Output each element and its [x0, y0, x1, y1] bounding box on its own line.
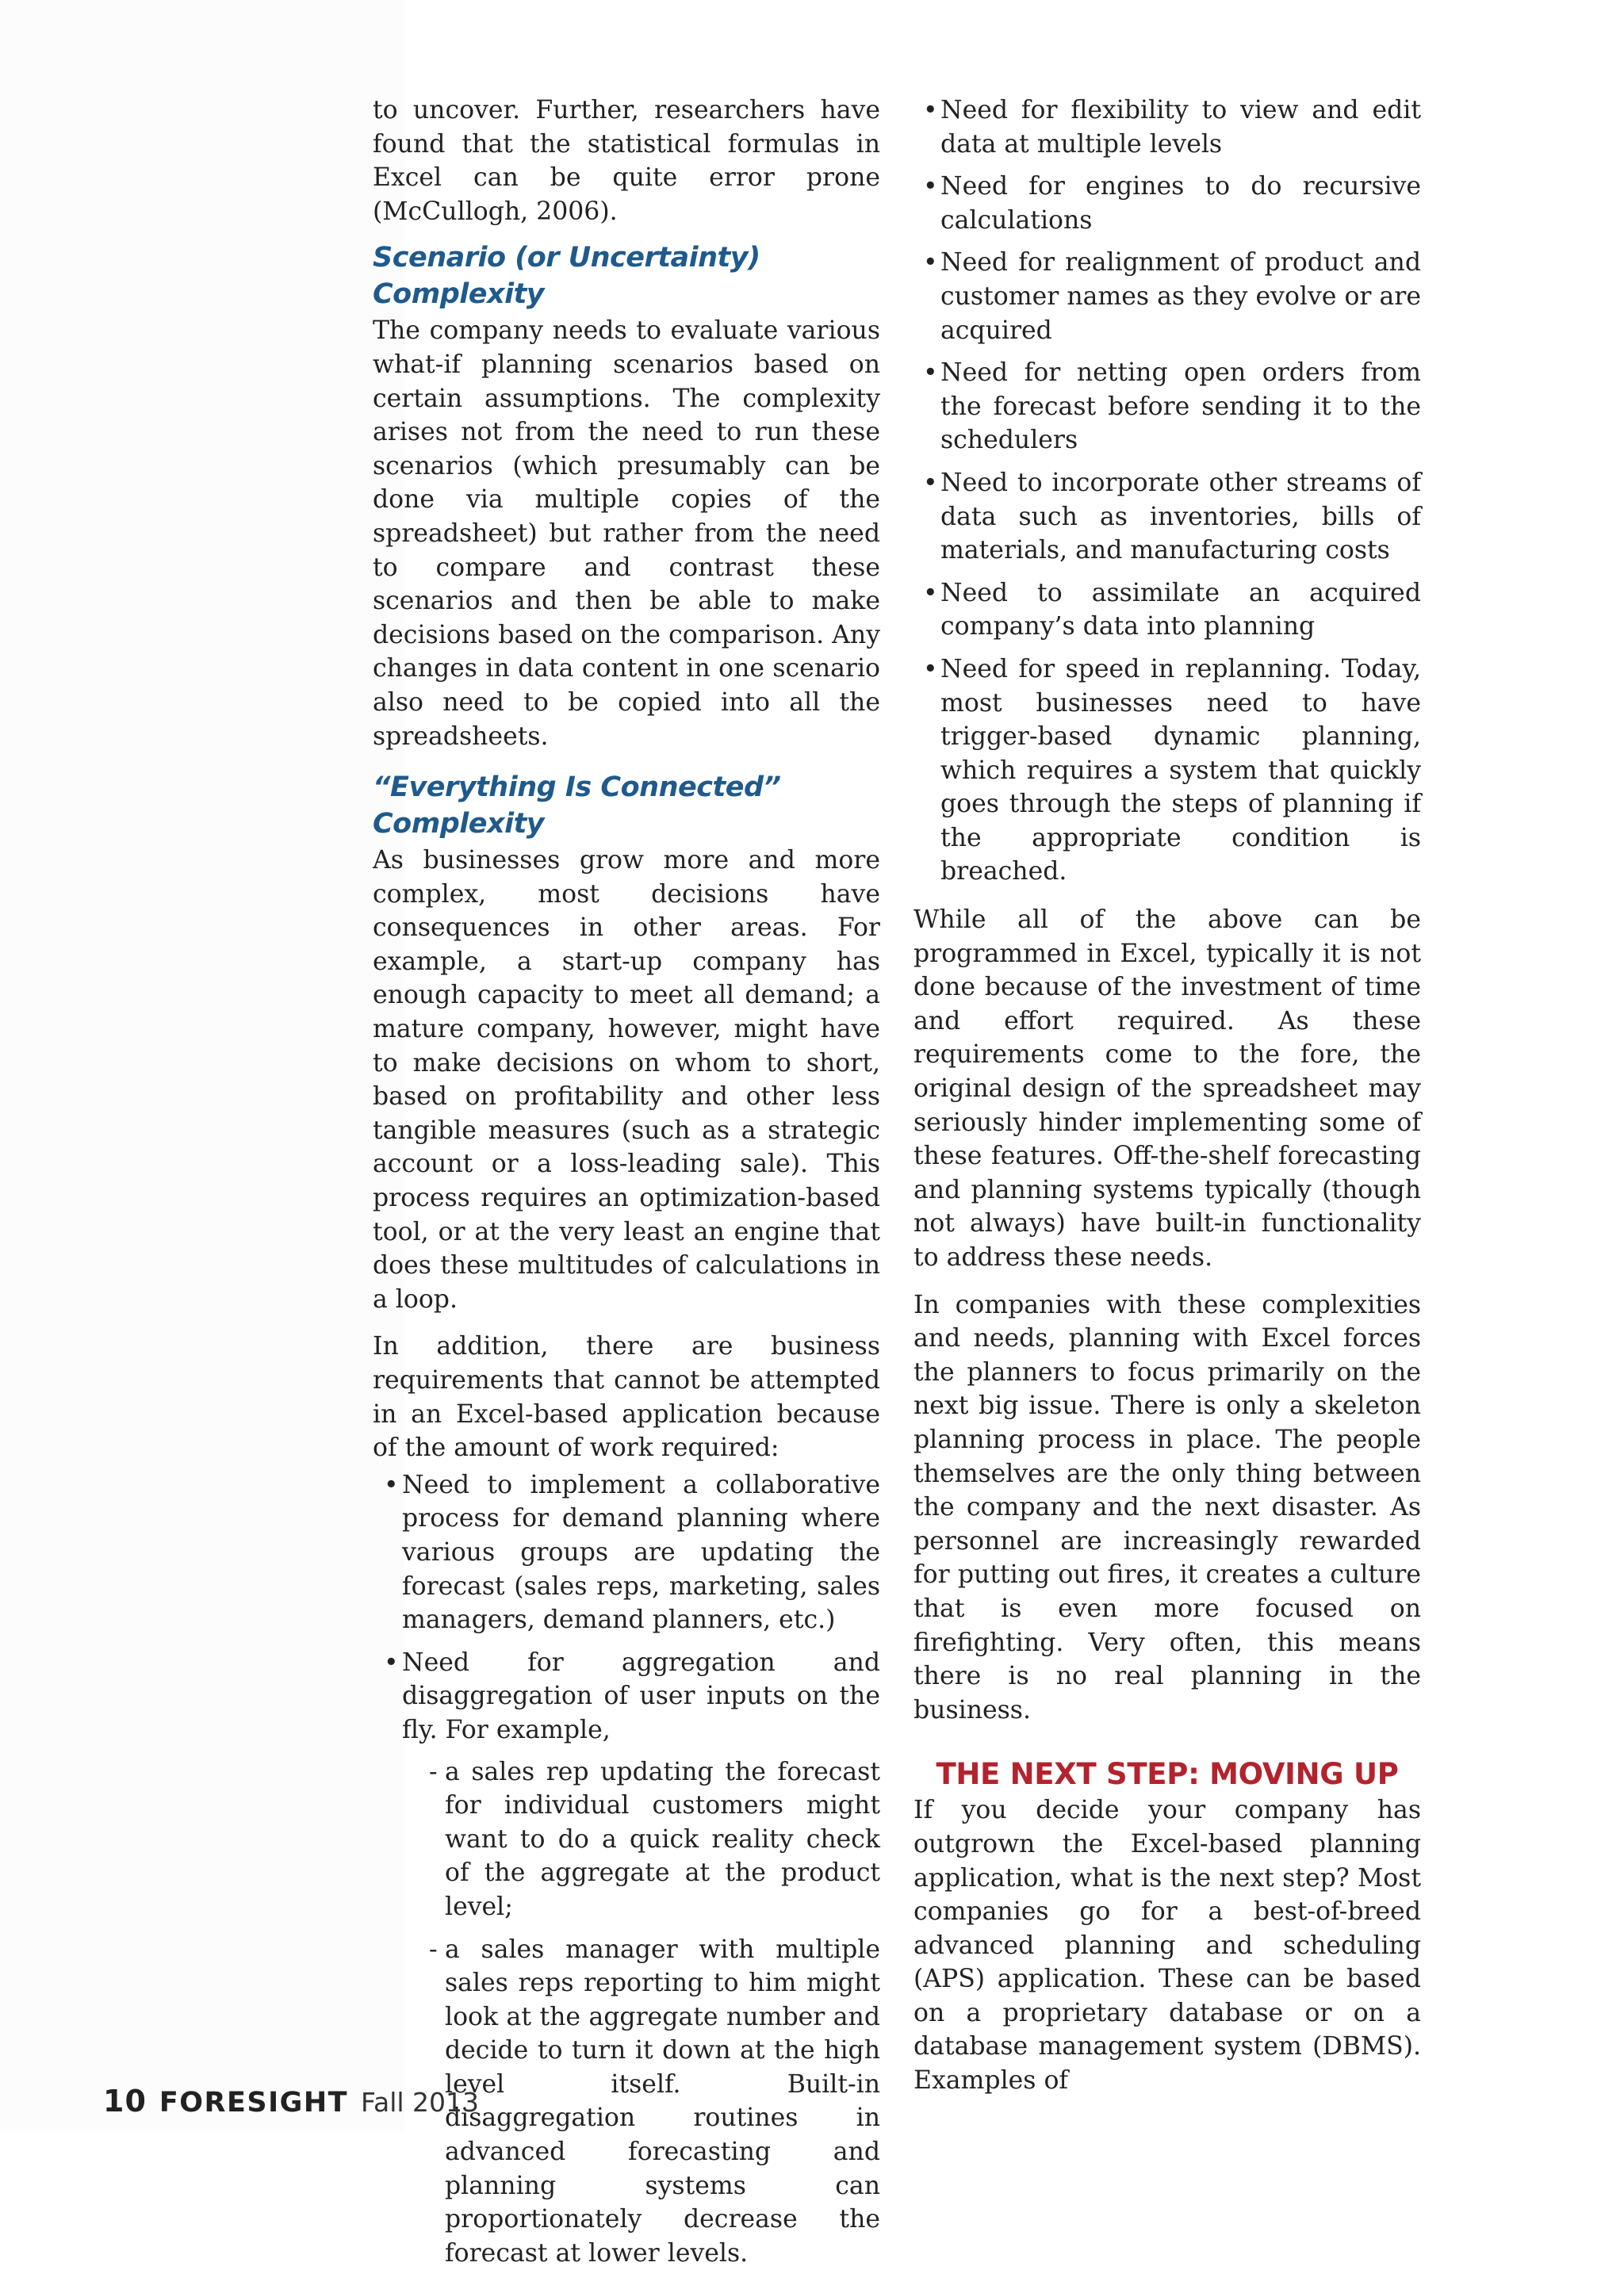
companies-paragraph: In companies with these complexities and needs, planning with Excel forces the planners to focus primarily on the next big issue. There is only a skeleton planning process in place. The people themselves are the only thing between the company and the next disaster. As personnel are increasingly rewarded for putting out fires, it creates a culture that is even more focused on firefighting. Very often, this means there is no real planning in the business.	[914, 1288, 1421, 1728]
bullet-marker: •	[384, 1468, 399, 1502]
left-column	[373, 94, 880, 2270]
list-item-text: Need for engines to do recursive calculations	[940, 172, 1421, 235]
issue-date: Fall 2013	[361, 2087, 479, 2118]
section-heading: THE NEXT STEP: MOVING UP	[914, 1755, 1421, 1793]
list-item-text: Need for netting open orders from the forecast before sending it to the schedulers	[940, 358, 1421, 454]
next-step-paragraph: If you decide your company has outgrown the Excel-based planning application, what is the next step? Most companies go for a best-of-breed advanced planning and scheduling (APS) application. These can be based on a proprietary database or on a database management system (DBMS). Examples of	[914, 1793, 1421, 2097]
list-item	[914, 94, 1421, 161]
bullet-marker: •	[384, 1646, 399, 1680]
list-item	[914, 356, 1421, 457]
list-item	[914, 576, 1421, 644]
page-margin	[0, 0, 404, 2131]
list-item-text: Need for speed in replanning. Today, most businesses need to have trigger-based dynamic planning, which requires a system that quickly goes through the steps of planning if the appropriate condition is breached.	[940, 655, 1421, 886]
connected-paragraph: As businesses grow more and more complex, most decisions have consequences in other areas. For example, a start-up company has enough capacity to meet all demand; a mature company, however, might have to make decisions on whom to short, based on profitability and other less tangible measures (such as a strategic account or a loss-leading sale). This process requires an optimization-based tool, or at the very least an engine that does these multitudes of calculations in a loop.	[373, 844, 880, 1316]
sublist-item-text: a sales manager with multiple sales reps reporting to him might look at the aggregate number and decide to turn it down at the high level itself. Built-in disaggregation routines in advanced forecasting and planning systems can proportionately decrease the forecast at lower levels.	[445, 1935, 880, 2268]
sublist-item	[402, 1755, 880, 1924]
list-item-text: Need to incorporate other streams of data such as inventories, bills of materials, and manufacturing costs	[940, 469, 1421, 565]
page-footer	[103, 2084, 479, 2120]
list-item-text: Need for realignment of product and customer names as they evolve or are acquired	[940, 248, 1421, 344]
intro-paragraph: to uncover. Further, researchers have found that the statistical formulas in Excel can be quite error prone (McCullogh, 2006).	[373, 94, 880, 228]
list-item	[914, 653, 1421, 889]
list-item-text: Need to implement a collaborative process for demand planning where various groups are updating the forecast (sales reps, marketing, sales managers, demand planners, etc.)	[402, 1471, 880, 1634]
bullet-marker: •	[923, 170, 938, 204]
page-number: 10	[103, 2084, 147, 2119]
needs-list	[914, 94, 1421, 889]
bullet-marker: •	[923, 94, 938, 128]
list-item	[373, 1468, 880, 1637]
connected-complexity-heading: “Everything Is Connected” Complexity	[373, 769, 880, 842]
bullet-marker: •	[923, 653, 938, 687]
dash-marker: -	[429, 1933, 438, 1967]
dash-marker: -	[429, 1755, 438, 1790]
list-item	[914, 170, 1421, 237]
list-item-text: Need to assimilate an acquired company’s data into planning	[940, 579, 1421, 641]
requirements-list	[373, 1468, 880, 2270]
list-item-text: Need for flexibility to view and edit data at multiple levels	[940, 96, 1421, 159]
list-item	[373, 1646, 880, 2270]
bullet-marker: •	[923, 356, 938, 390]
bullet-marker: •	[923, 576, 938, 611]
sublist-item-text: a sales rep updating the forecast for individual customers might want to do a quick reality check of the aggregate at the product level;	[445, 1758, 880, 1921]
bullet-marker: •	[923, 466, 938, 500]
scenario-complexity-heading: Scenario (or Uncertainty) Complexity	[373, 239, 880, 312]
example-sublist	[402, 1755, 880, 2270]
magazine-name: FORESIGHT	[159, 2087, 348, 2119]
right-column	[914, 94, 1421, 2098]
list-item	[914, 246, 1421, 347]
bullet-marker: •	[923, 246, 938, 280]
excel-paragraph: While all of the above can be programmed in Excel, typically it is not done because of the investment of time and effort required. As these requirements come to the fore, the original design of the spreadsheet may seriously hinder implementing some of these features. Off-the-shelf forecasting and planning systems typically (though not always) have built-in functionality to address these needs.	[914, 903, 1421, 1275]
scenario-paragraph: The company needs to evaluate various what-if planning scenarios based on certain assumptions. The complexity arises not from the need to run these scenarios (which presumably can be done via multiple copies of the spreadsheet) but rather from the need to compare and contrast these scenarios and then be able to make decisions based on the comparison. Any changes in data content in one scenario also need to be copied into all the spreadsheets.	[373, 314, 880, 753]
list-item	[914, 466, 1421, 568]
requirements-paragraph: In addition, there are business requirements that cannot be attempted in an Excel-based application because of the amount of work required:	[373, 1330, 880, 1464]
list-item-text: Need for aggregation and disaggregation of user inputs on the fly. For example,	[402, 1648, 880, 1744]
